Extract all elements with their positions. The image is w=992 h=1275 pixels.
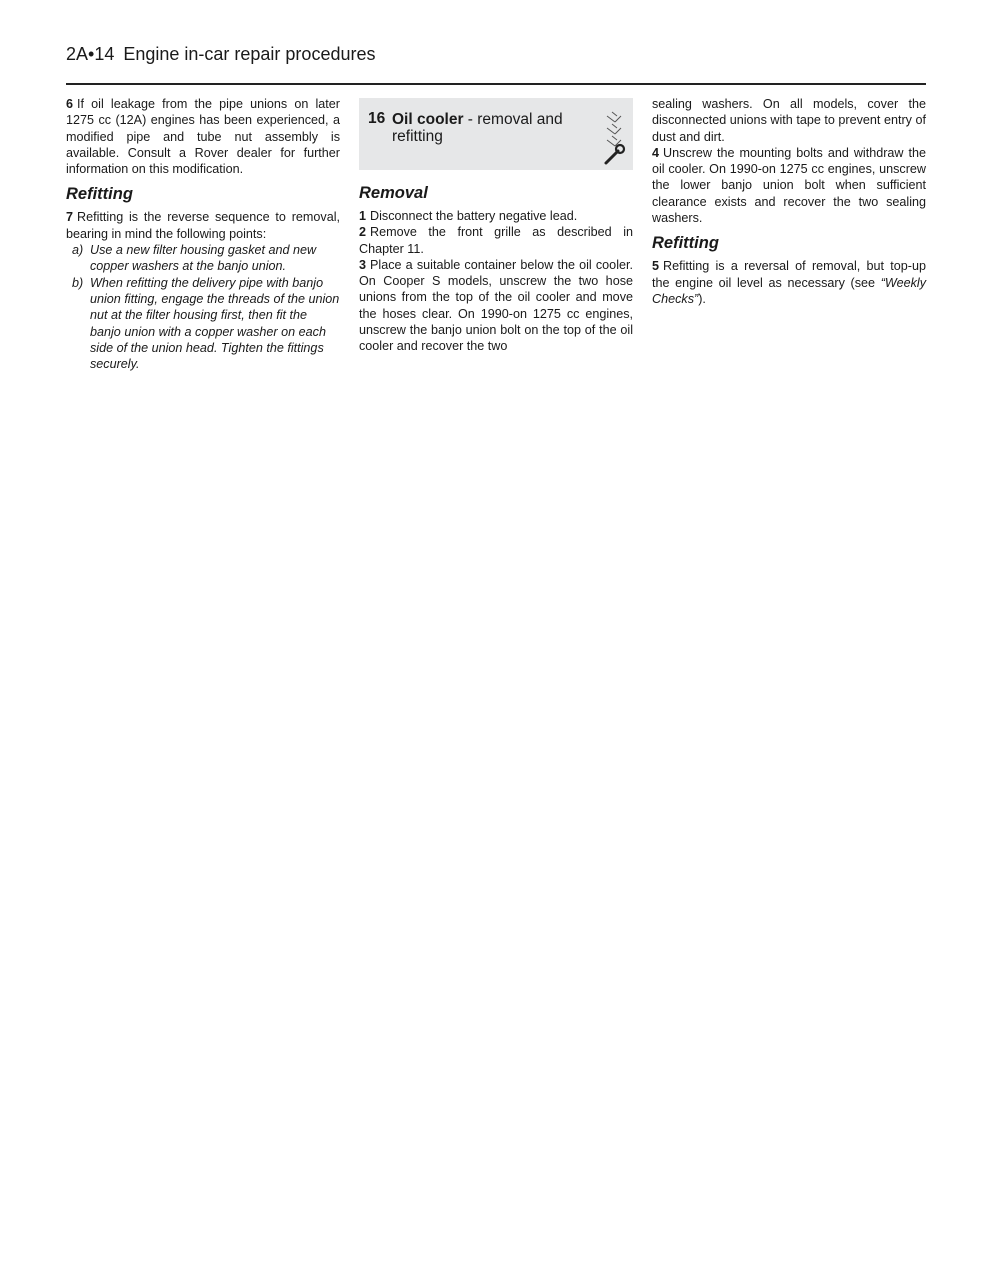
paragraph-1: 1 Disconnect the battery negative lead. bbox=[359, 209, 578, 223]
section-heading-box bbox=[359, 98, 633, 170]
paragraph-7: 7 Refitting is the reverse sequence to removal, bearing in mind the following points: bbox=[66, 210, 340, 241]
spanner-rating-icon bbox=[603, 108, 627, 166]
column-2 bbox=[359, 96, 633, 355]
column-1 bbox=[66, 96, 340, 372]
paragraph-3: 3 Place a suitable container below the oil cooler. On Cooper S models, unscrew the two hose unions from the top of the oil cooler and move the hoses clear. On 1990-on 1275 cc engines, unscrew the banjo union bolt on the top of the oil cooler and recover the two bbox=[359, 257, 633, 354]
page-title: Engine in-car repair procedures bbox=[123, 44, 376, 64]
list-item: b) When refitting the delivery pipe with banjo union fitting, engage the threads of the union nut at the filter housing first, then fit the banjo union with a copper washer on each side of the union head. Tighten the fittings securely. bbox=[72, 275, 340, 372]
refitting-heading: Refitting bbox=[66, 185, 133, 204]
column-3 bbox=[652, 96, 926, 307]
paragraph-6: 6 If oil leakage from the pipe unions on later 1275 cc (12A) engines has been experienced, a modified pipe and tube nut assembly is available. Consult a Rover dealer for further information on this modification. bbox=[66, 97, 340, 177]
cross-reference: “Weekly Checks” bbox=[652, 275, 926, 306]
header-rule bbox=[66, 83, 926, 85]
refitting-points bbox=[66, 242, 340, 372]
paragraph-3-continued: sealing washers. On all models, cover the disconnected unions with tape to prevent entry of dust and dirt. bbox=[652, 97, 926, 144]
section-title: Oil cooler - removal and refitting bbox=[392, 111, 563, 145]
section-number: 16 bbox=[368, 110, 386, 127]
removal-heading: Removal bbox=[359, 184, 428, 202]
paragraph-5: 5 Refitting is a reversal of removal, but top-up the engine oil level as necessary (see “Weekly Checks”). bbox=[652, 259, 926, 306]
paragraph-2: 2 Remove the front grille as described in Chapter 11. bbox=[359, 225, 633, 256]
refitting-heading: Refitting bbox=[652, 234, 719, 253]
page-header bbox=[66, 42, 375, 66]
paragraph-4: 4 Unscrew the mounting bolts and withdraw the oil cooler. On 1990-on 1275 cc engines, unscrew the lower banjo union bolt when sufficient clearance exists and recover the two sealing washers. bbox=[652, 145, 926, 226]
page-number: 2A•14 bbox=[66, 44, 115, 64]
list-item: a) Use a new filter housing gasket and new copper washers at the banjo union. bbox=[72, 243, 317, 274]
